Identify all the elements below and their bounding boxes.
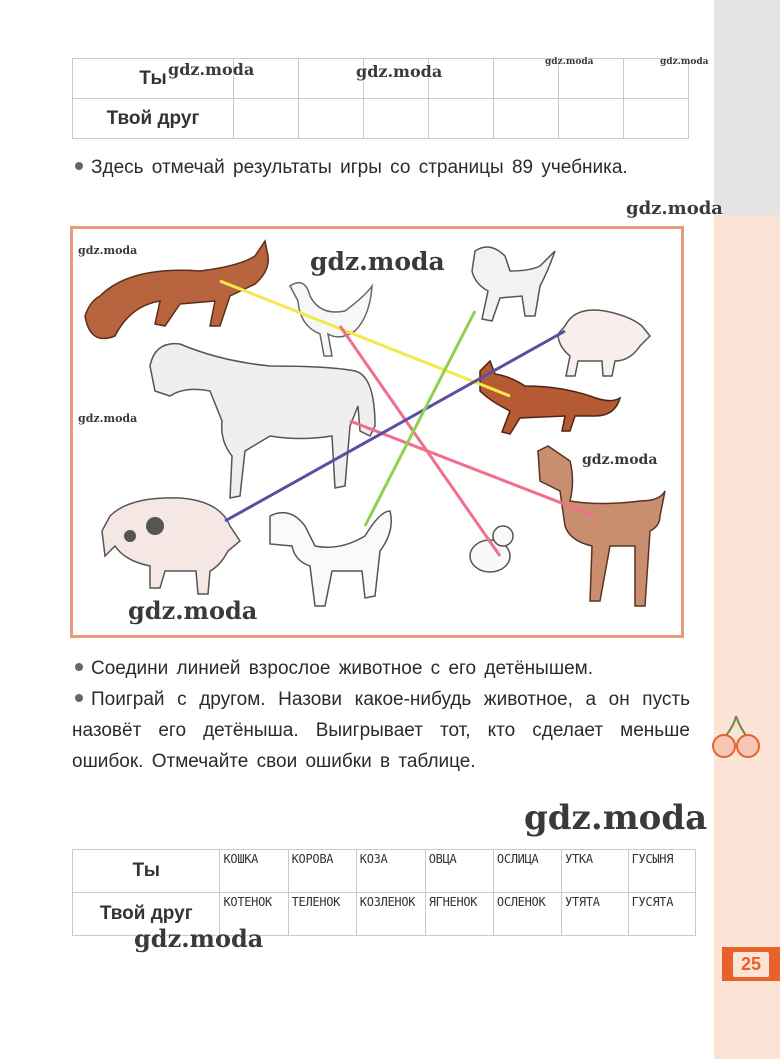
table-cell[interactable]: КОШКА: [220, 850, 288, 893]
table-cell[interactable]: ОСЛИЦА: [493, 850, 561, 893]
watermark: gdz.moda: [310, 247, 445, 276]
table-cell[interactable]: ЯГНЕНОК: [425, 893, 493, 936]
page-number-text: 25: [733, 952, 769, 977]
row-label-friend: Твой друг: [73, 99, 234, 139]
table-cell[interactable]: ОВЦА: [425, 850, 493, 893]
instruction-results: [72, 152, 690, 183]
instruction-text: Соедини линией взрослое животное с его детёнышем.: [91, 658, 593, 679]
watermark: gdz.moda: [545, 57, 594, 67]
row-label-you: Ты: [73, 850, 220, 893]
table-row: [73, 99, 689, 139]
side-panel-bottom: [714, 215, 780, 1059]
bullet-icon: [75, 663, 83, 671]
table-cell[interactable]: КОТЕНОК: [220, 893, 288, 936]
table-row: [73, 850, 696, 893]
table-cell[interactable]: [624, 99, 689, 139]
table-cell[interactable]: ОСЛЕНОК: [493, 893, 561, 936]
watermark: gdz.moda: [134, 924, 264, 953]
table-cell[interactable]: [299, 99, 364, 139]
instruction-text: Здесь отмечай результаты игры со страницы 89 учебника.: [91, 157, 628, 178]
table-cell[interactable]: [299, 59, 364, 99]
watermark: gdz.moda: [524, 798, 708, 838]
animals-illustration: [70, 226, 684, 638]
cherry-icon: [710, 712, 762, 764]
watermark: gdz.moda: [78, 412, 138, 425]
table-cell[interactable]: УТЯТА: [562, 893, 629, 936]
row-label-friend: Твой друг: [73, 893, 220, 936]
table-cell[interactable]: [429, 99, 494, 139]
bullet-icon: [75, 162, 83, 170]
table-cell[interactable]: [364, 99, 429, 139]
table-cell[interactable]: КОЗА: [356, 850, 425, 893]
watermark: gdz.moda: [78, 244, 138, 257]
table-cell[interactable]: КОЗЛЕНОК: [356, 893, 425, 936]
table-cell[interactable]: ГУСЫНЯ: [628, 850, 695, 893]
table-cell[interactable]: [494, 99, 559, 139]
side-panel-top: [714, 0, 780, 215]
watermark: gdz.moda: [128, 596, 258, 625]
watermark: gdz.moda: [168, 60, 255, 79]
table-cell[interactable]: КОРОВА: [288, 850, 356, 893]
watermark: gdz.moda: [582, 452, 658, 468]
table-cell[interactable]: ТЕЛЕНОК: [288, 893, 356, 936]
instruction-connect: [72, 653, 690, 684]
page-number: [722, 947, 780, 981]
instruction-text: Поиграй с другом. Назови какое-нибудь животное, а он пусть назовёт его детёныша. Выигрывает тот, кто сделает меньше ошибок. Отмечайте свои ошибки в таблице.: [72, 689, 690, 772]
table-cell[interactable]: УТКА: [562, 850, 629, 893]
watermark: gdz.moda: [356, 62, 443, 81]
table-cell[interactable]: [559, 99, 624, 139]
table-cell[interactable]: [234, 99, 299, 139]
row-label-you: Ты: [73, 59, 234, 99]
table-cell[interactable]: ГУСЯТА: [628, 893, 695, 936]
results-table-2: [72, 849, 696, 936]
instruction-play: [72, 684, 690, 777]
watermark: gdz.moda: [626, 198, 723, 219]
bullet-icon: [75, 694, 83, 702]
watermark: gdz.moda: [660, 57, 709, 67]
instructions-block: [72, 653, 690, 777]
